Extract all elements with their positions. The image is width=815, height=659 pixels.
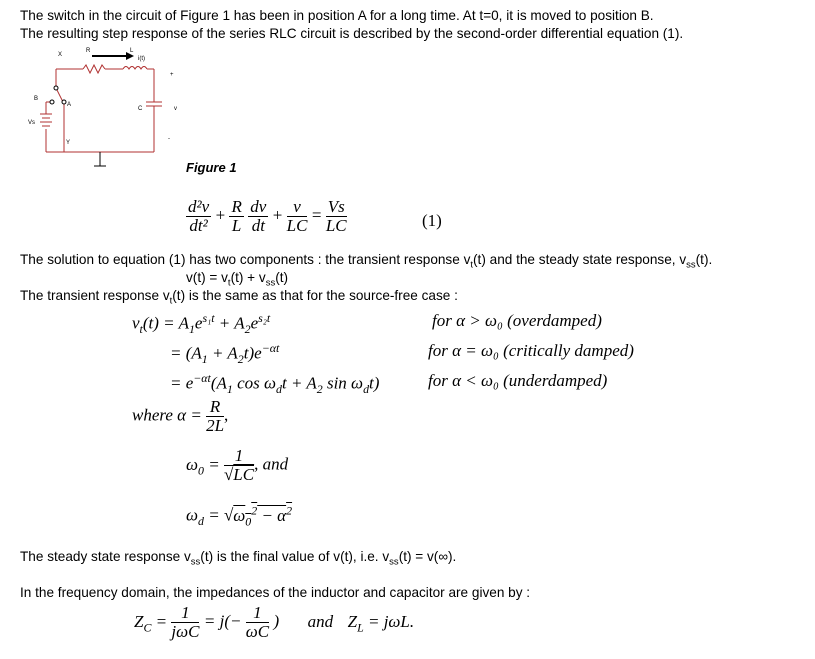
case-1-condition: for α > ω₀ (overdamped) <box>432 311 602 330</box>
label-minus: - <box>168 136 170 142</box>
alpha-definition: where α = $\frac{R}{2L}$ , <box>132 397 229 435</box>
label-b: B <box>34 96 39 102</box>
impedance-equation: $Z_C$ = $\frac{1}{\text{jωC}}$ = j(− $\frac{1}{\omega C}$ ) and $Z_L = j\omega L$. <box>134 603 415 641</box>
label-x: X <box>58 52 63 58</box>
circuit-diagram <box>28 44 188 178</box>
steady-state-text: The steady state response $v_{ss}(t)$ is the final value of v(t), i.e. $v_{ss}(t) = v(\infty)$. <box>20 549 457 568</box>
case-2-condition: for α = ω₀ (critically damped) <box>428 341 634 360</box>
case-3-formula: = $e^{-\alpha t}(A_1$ $\cos \omega_dt + A_2$ $\sin \omega_dt$) <box>170 371 380 397</box>
label-v: v <box>174 106 177 112</box>
omega0-definition: $\omega_0$ = $\frac{1}{√LC}$ , and <box>186 446 289 484</box>
solution-vt: $v(t) = v_t(t) + v_{ss}(t)$ <box>186 270 289 289</box>
label-vs: Vs <box>28 120 36 126</box>
label-it: i(t) <box>138 56 145 62</box>
solution-intro: The solution to equation (1) has two components : the transient response $v_t(t)$ and the steady state response, $v_{ss}(t)$. <box>20 252 713 271</box>
label-plus: + <box>170 72 174 78</box>
case-3-condition: for α < ω₀ (underdamped) <box>428 371 608 390</box>
intro-line-1: The switch in the circuit of Figure 1 has been in position A for a long time. At t=0, it is moved to position B. <box>20 8 654 23</box>
label-l: L <box>130 48 134 54</box>
transient-intro: The transient response $v_t(t)$ is the same as that for the source-free case : <box>20 288 458 307</box>
case-1-formula: $v_t(t) = A_1e^{s_1t} + A_2e^{s_2t}$ <box>132 311 271 337</box>
intro-line-2: The resulting step response of the series RLC circuit is described by the second-order differential equation (1). <box>20 26 684 41</box>
equation-1: $\frac{\text{d²v}}{\text{dt²}}$ + $\frac{R}{L}$ $\frac{dv}{dt}$ + $\frac{v}{LC}$ = $\frac{Vs}{LC}$ <box>188 197 347 235</box>
label-r: R <box>86 48 91 54</box>
frequency-domain-text: In the frequency domain, the impedances of the inductor and capacitor are given by : <box>20 585 531 600</box>
label-a: A <box>67 102 72 108</box>
omegad-definition: $\omega_d = √\omega_0^2 - \alpha^2$ <box>186 503 293 529</box>
label-c: C <box>138 106 143 112</box>
label-y: Y <box>66 140 71 146</box>
equation-number: (1) <box>422 211 442 230</box>
figure-caption: Figure 1 <box>186 160 237 175</box>
case-2-formula: = $(A_1 + A_2t)e^{-\alpha t}$ <box>170 341 280 367</box>
